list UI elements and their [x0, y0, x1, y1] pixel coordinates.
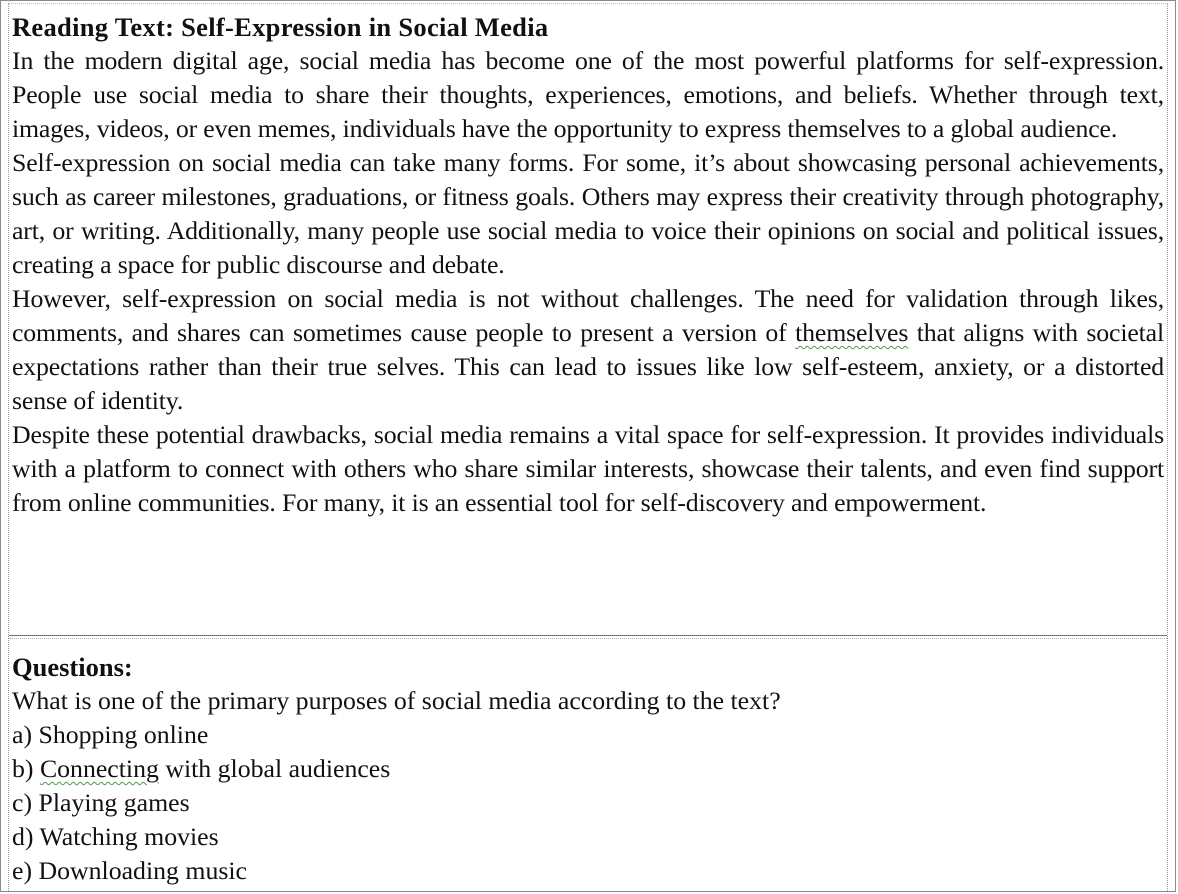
reading-cell — [9, 10, 1167, 630]
reading-paragraph-1: In the modern digital age, social media has become one of the most powerful platforms for self-expression. People use social media to share their thoughts, experiences, emotions, and beliefs. Whether through text, images, videos, or even memes, individuals have the opportunity to express themselves to a global audience. — [12, 46, 1164, 143]
reading-paragraph-3 — [12, 282, 1164, 418]
paragraph-3-after: that aligns with societal expectations rather than their true selves. This can lead to issues like low self-esteem, anxiety, or a distorted sense of identity. — [12, 318, 1164, 415]
cell-divider — [9, 635, 1167, 636]
reading-title: Reading Text: Self-Expression in Social Media — [12, 12, 549, 42]
questions-heading: Questions: — [12, 652, 133, 682]
worksheet-table — [8, 3, 1168, 891]
question-prompt: What is one of the primary purposes of social media according to the text? — [12, 686, 781, 715]
option-b — [12, 752, 1164, 786]
option-e: e) Downloading music — [12, 856, 247, 885]
grammar-flag-connecting: Connecting — [39, 754, 159, 783]
grammar-flag-themselves: themselves — [795, 318, 909, 347]
reading-paragraph-2: Self-expression on social media can take many forms. For some, it’s about showcasing personal achievements, such as career milestones, graduations, or fitness goals. Others may express their creativity through photography, art, or writing. Additionally, many people use social media to voice their opinions on social and political issues, creating a space for public discourse and debate. — [12, 148, 1164, 279]
option-c: c) Playing games — [12, 788, 190, 817]
questions-cell — [9, 650, 1167, 890]
option-b-suffix: with global audiences — [158, 754, 391, 783]
paragraph-3-before: However, self-expression on social media is not without challenges. The need for validation through likes, comments, and shares can sometimes cause people to present a version of — [12, 284, 1164, 347]
cell-divider-dotted — [9, 638, 1167, 639]
option-a: a) Shopping online — [12, 720, 209, 749]
option-b-prefix: b) — [12, 754, 40, 783]
option-d: d) Watching movies — [12, 822, 219, 851]
reading-paragraph-4: Despite these potential drawbacks, social media remains a vital space for self-expression. It provides individuals with a platform to connect with others who share similar interests, showcase their talents, and even find support from online communities. For many, it is an essential tool for self-discovery and empowerment. — [12, 420, 1164, 517]
